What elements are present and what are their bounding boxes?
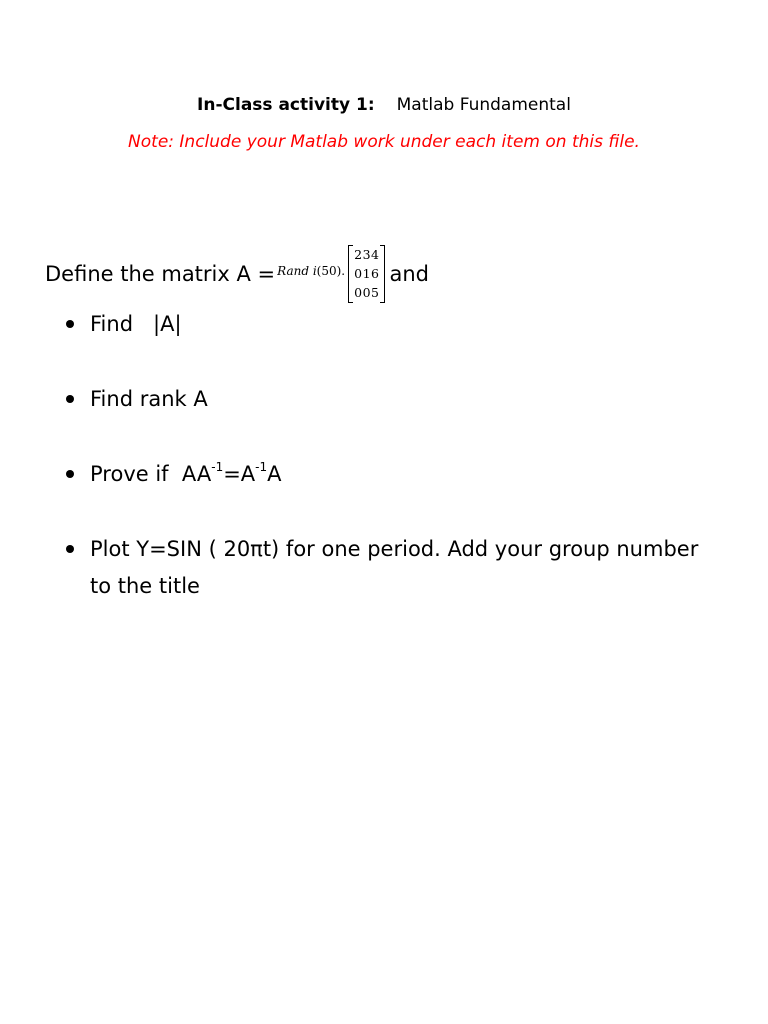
- title-bold-label: In-Class activity 1:: [197, 95, 375, 115]
- task-item-determinant: [62, 306, 702, 343]
- page-title: [0, 95, 768, 115]
- instruction-note: Note: Include your Matlab work under each item on this file.: [128, 132, 640, 152]
- task-text-part1: Prove if AA: [90, 462, 212, 486]
- task-text-part2: =A: [223, 462, 256, 486]
- matrix-definition: [45, 243, 429, 305]
- definition-suffix: and: [389, 262, 429, 286]
- task-list: [62, 306, 702, 643]
- matrix-row-3: 005: [354, 285, 380, 301]
- matrix-right-bracket: [380, 245, 385, 303]
- task-text: Find |A|: [90, 312, 182, 336]
- matrix-rows: [353, 245, 380, 303]
- matrix: [348, 245, 385, 303]
- equation-function-name: Rand i: [277, 264, 317, 278]
- task-item-plot: [62, 531, 702, 605]
- matrix-row-2: 016: [354, 265, 380, 281]
- equation-function-arg: (50).: [316, 264, 346, 278]
- bullet-icon: [66, 545, 74, 553]
- title-subject-label: Matlab Fundamental: [396, 95, 571, 115]
- definition-prefix: Define the matrix A =: [45, 262, 276, 286]
- task-item-rank: [62, 381, 702, 418]
- bullet-icon: [66, 470, 74, 478]
- superscript-inverse: -1: [255, 460, 268, 474]
- bullet-icon: [66, 320, 74, 328]
- task-item-inverse-proof: [62, 456, 702, 493]
- task-text: Plot Y=SIN ( 20πt) for one period. Add your group number to the title: [90, 537, 699, 598]
- bullet-icon: [66, 395, 74, 403]
- matrix-row-1: 234: [354, 246, 380, 262]
- task-text: Find rank A: [90, 387, 208, 411]
- task-text-part3: A: [267, 462, 282, 486]
- superscript-inverse: -1: [211, 460, 224, 474]
